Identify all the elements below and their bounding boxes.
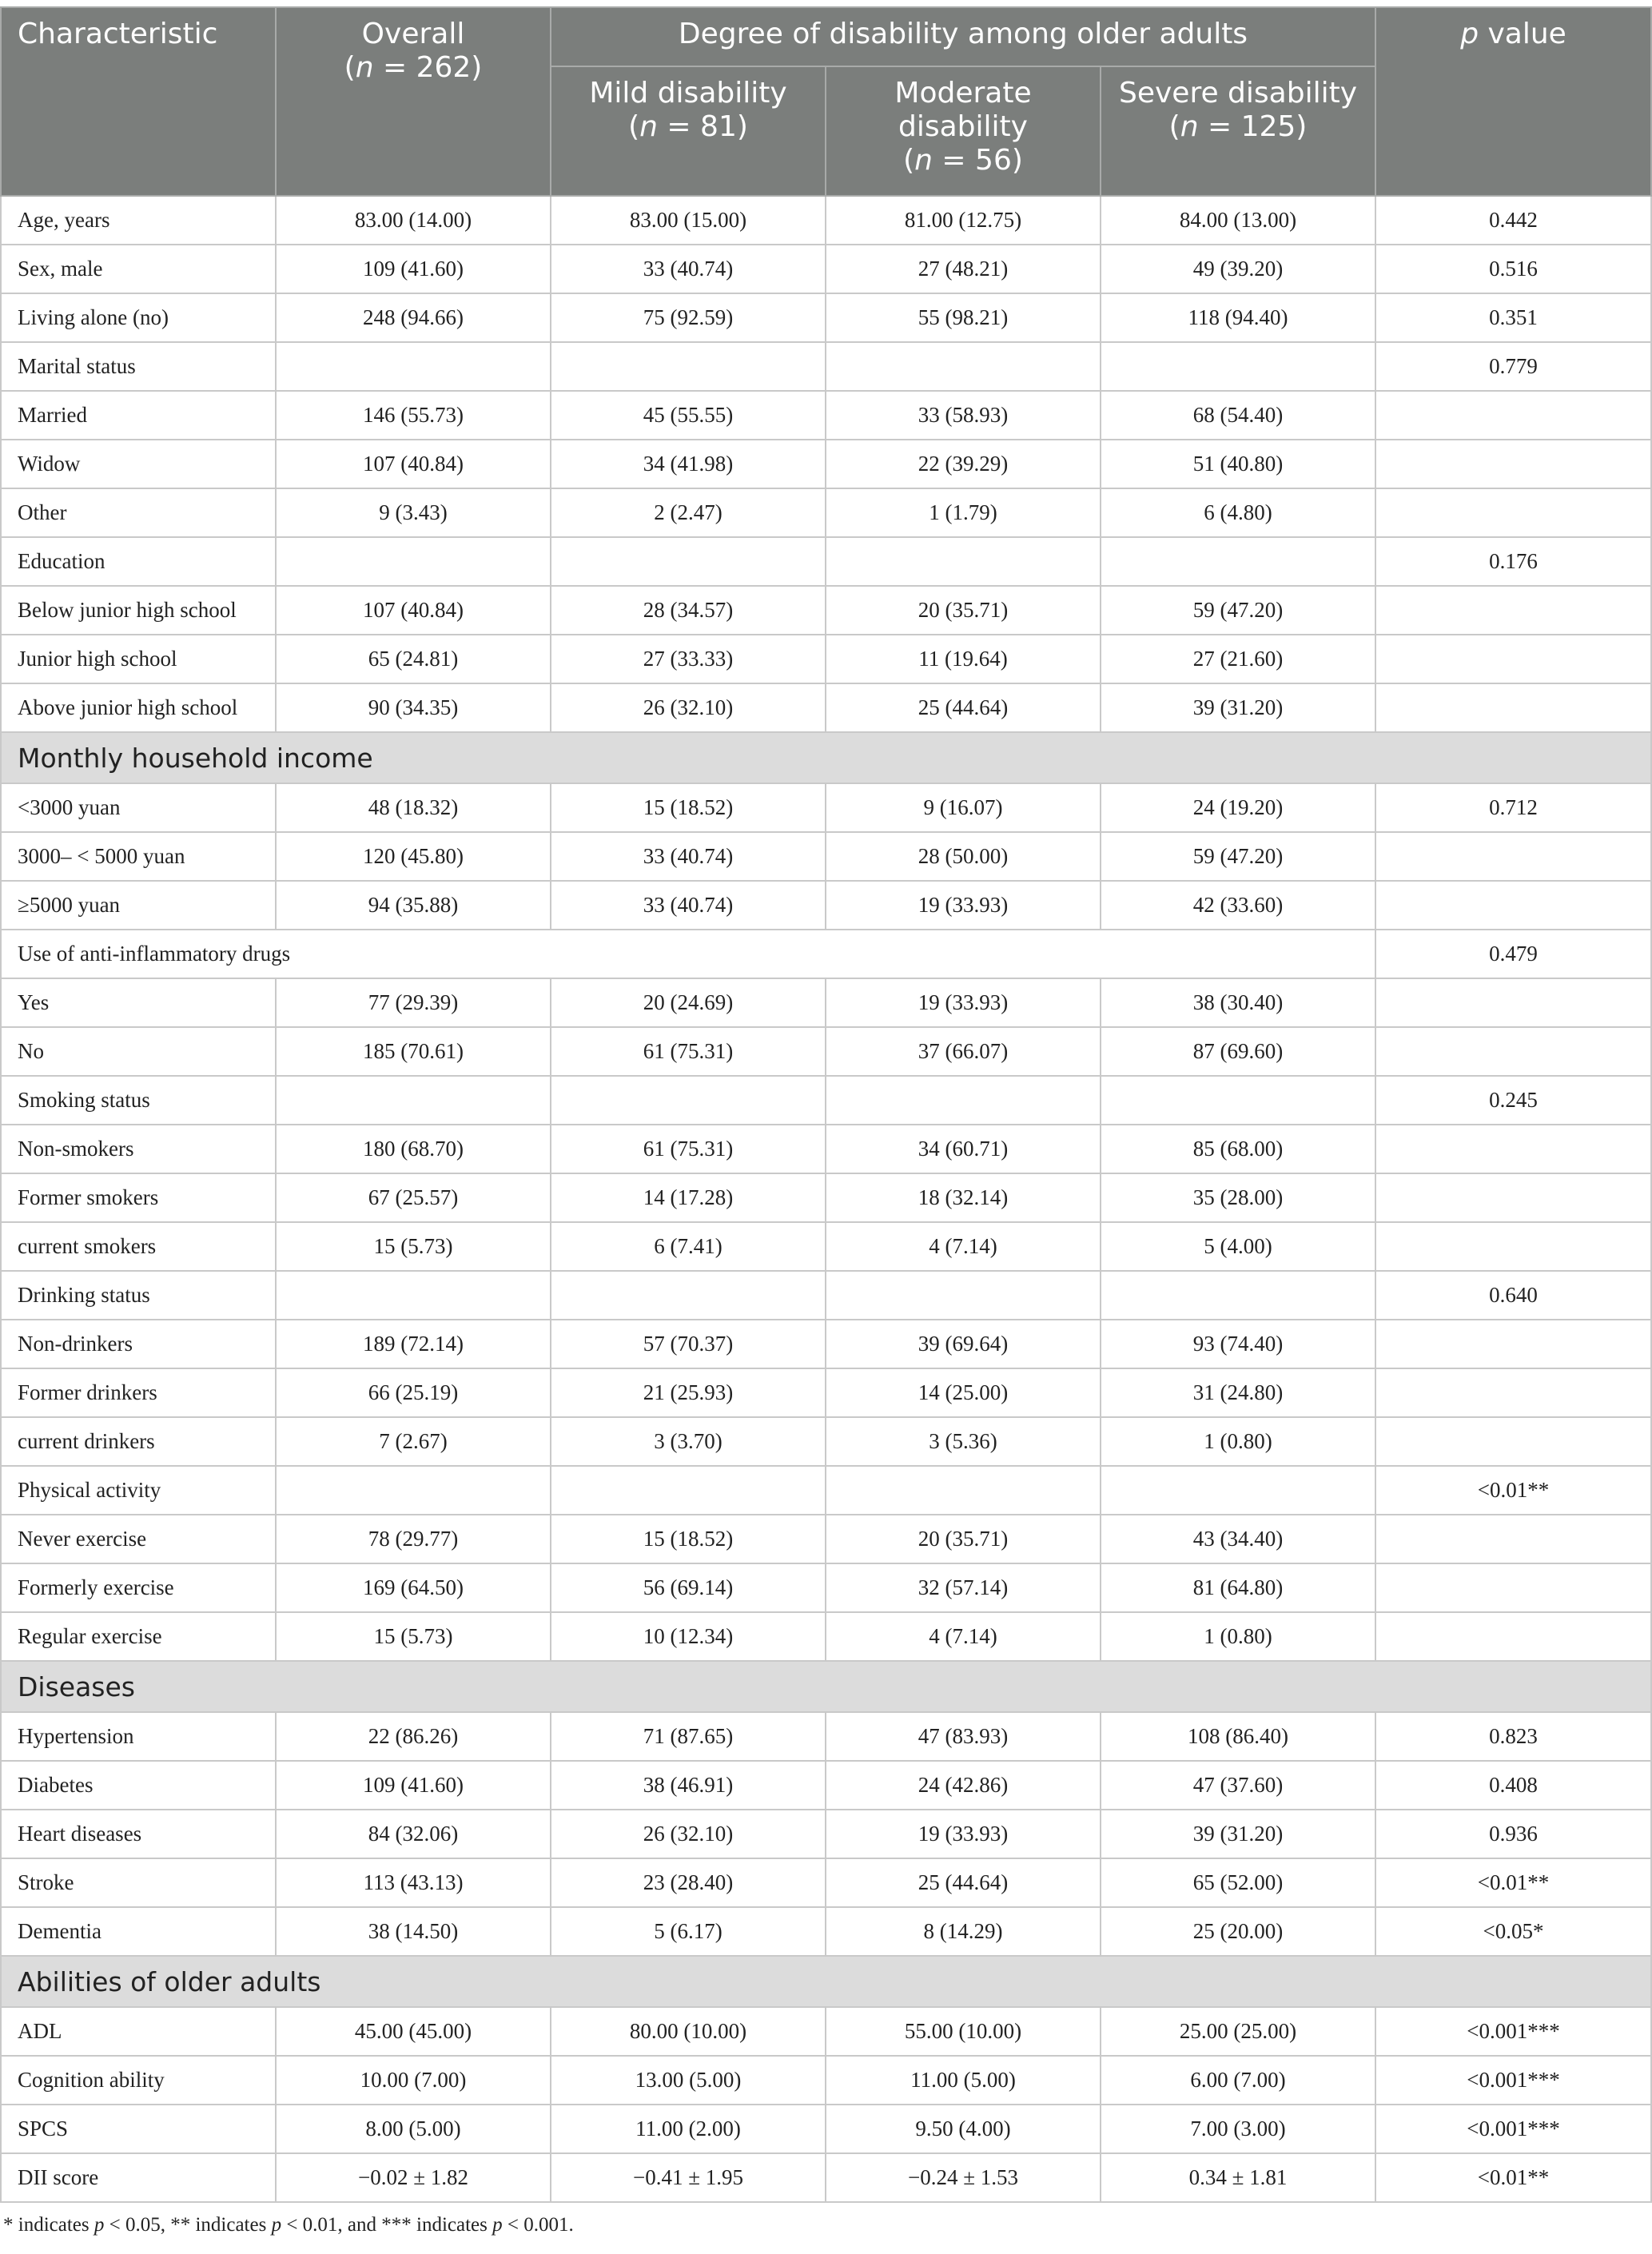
cell-p: <0.01** <box>1375 1858 1651 1907</box>
cell-severe: 35 (28.00) <box>1101 1173 1375 1222</box>
table-row <box>1 293 1651 342</box>
header-mild-n: (n = 81) <box>628 110 748 143</box>
row-label: Other <box>1 488 276 537</box>
table-row <box>1 488 1651 537</box>
table-row <box>1 2105 1651 2153</box>
cell-p: 0.516 <box>1375 245 1651 293</box>
cell-p <box>1375 1612 1651 1661</box>
table-footnote <box>0 2203 1652 2236</box>
cell-p <box>1375 1320 1651 1368</box>
cell-p <box>1375 1417 1651 1466</box>
row-label: SPCS <box>1 2105 276 2153</box>
footnote-p: p <box>492 2214 503 2236</box>
cell-overall: 109 (41.60) <box>276 245 551 293</box>
cell-p <box>1375 391 1651 440</box>
table-row <box>1 1173 1651 1222</box>
cell-severe: 59 (47.20) <box>1101 586 1375 635</box>
cell-overall: 113 (43.13) <box>276 1858 551 1907</box>
footnote-part: < 0.05, ** indicates <box>104 2214 272 2236</box>
cell-overall: 77 (29.39) <box>276 978 551 1027</box>
cell-p: <0.001*** <box>1375 2056 1651 2105</box>
table-row <box>1 1858 1651 1907</box>
cell-moderate: 19 (33.93) <box>826 1810 1101 1858</box>
cell-severe <box>1101 537 1375 586</box>
cell-moderate: 47 (83.93) <box>826 1712 1101 1761</box>
cell-overall: 15 (5.73) <box>276 1612 551 1661</box>
header-severe-label: Severe disability <box>1119 77 1358 110</box>
header-moderate-line2: disability <box>898 110 1028 143</box>
cell-overall: 146 (55.73) <box>276 391 551 440</box>
cell-severe: 51 (40.80) <box>1101 440 1375 488</box>
table-row <box>1 1125 1651 1173</box>
table-row <box>1 832 1651 881</box>
cell-severe <box>1101 1076 1375 1125</box>
cell-overall: 185 (70.61) <box>276 1027 551 1076</box>
section-title-abilities: Abilities of older adults <box>1 1956 1651 2007</box>
cell-moderate: 14 (25.00) <box>826 1368 1101 1417</box>
cell-moderate: 39 (69.64) <box>826 1320 1101 1368</box>
cell-mild: 61 (75.31) <box>551 1125 826 1173</box>
footnote-p: p <box>271 2214 282 2236</box>
cell-overall: 7 (2.67) <box>276 1417 551 1466</box>
cell-mild <box>551 1076 826 1125</box>
cell-moderate: −0.24 ± 1.53 <box>826 2153 1101 2202</box>
cell-severe: 49 (39.20) <box>1101 245 1375 293</box>
cell-mild: 6 (7.41) <box>551 1222 826 1271</box>
cell-moderate: 34 (60.71) <box>826 1125 1101 1173</box>
cell-mild <box>551 342 826 391</box>
row-label: Regular exercise <box>1 1612 276 1661</box>
cell-overall: 15 (5.73) <box>276 1222 551 1271</box>
cell-mild <box>551 537 826 586</box>
cell-overall: 45.00 (45.00) <box>276 2007 551 2056</box>
cell-mild: 14 (17.28) <box>551 1173 826 1222</box>
row-label: Formerly exercise <box>1 1563 276 1612</box>
table-row <box>1 1712 1651 1761</box>
cell-overall: 107 (40.84) <box>276 586 551 635</box>
header-p-value <box>1375 7 1651 196</box>
header-characteristic: Characteristic <box>1 7 276 196</box>
table-row <box>1 783 1651 832</box>
cell-overall: 22 (86.26) <box>276 1712 551 1761</box>
cell-p: 0.823 <box>1375 1712 1651 1761</box>
cell-severe: 27 (21.60) <box>1101 635 1375 683</box>
cell-p <box>1375 881 1651 930</box>
cell-mild: 33 (40.74) <box>551 832 826 881</box>
cell-p <box>1375 683 1651 732</box>
header-overall-n: (n = 262) <box>344 51 483 84</box>
table-row <box>1 683 1651 732</box>
cell-severe: 25 (20.00) <box>1101 1907 1375 1956</box>
cell-overall: 109 (41.60) <box>276 1761 551 1810</box>
cell-moderate: 18 (32.14) <box>826 1173 1101 1222</box>
cell-overall <box>276 342 551 391</box>
row-label: <3000 yuan <box>1 783 276 832</box>
cell-moderate: 22 (39.29) <box>826 440 1101 488</box>
cell-overall <box>276 537 551 586</box>
cell-mild: 26 (32.10) <box>551 1810 826 1858</box>
row-label: Non-smokers <box>1 1125 276 1173</box>
header-group-title: Degree of disability among older adults <box>551 7 1375 66</box>
row-label: Use of anti-inflammatory drugs <box>1 930 1375 978</box>
cell-moderate: 25 (44.64) <box>826 683 1101 732</box>
table-row <box>1 1368 1651 1417</box>
cell-severe: 24 (19.20) <box>1101 783 1375 832</box>
cell-moderate: 28 (50.00) <box>826 832 1101 881</box>
cell-overall: 48 (18.32) <box>276 783 551 832</box>
cell-mild: 83.00 (15.00) <box>551 196 826 245</box>
cell-moderate: 27 (48.21) <box>826 245 1101 293</box>
cell-mild: 61 (75.31) <box>551 1027 826 1076</box>
cell-severe: 31 (24.80) <box>1101 1368 1375 1417</box>
table-row <box>1 1027 1651 1076</box>
cell-mild: 5 (6.17) <box>551 1907 826 1956</box>
row-label: Below junior high school <box>1 586 276 635</box>
cell-mild: 15 (18.52) <box>551 783 826 832</box>
header-value-word: value <box>1487 18 1566 50</box>
cell-mild: 23 (28.40) <box>551 1858 826 1907</box>
table-row <box>1 1612 1651 1661</box>
table-row <box>1 2153 1651 2202</box>
header-severe-n: (n = 125) <box>1168 110 1308 143</box>
cell-p <box>1375 1125 1651 1173</box>
header-severe <box>1101 66 1375 196</box>
footnote-part: < 0.001. <box>502 2214 574 2236</box>
row-label: Never exercise <box>1 1515 276 1563</box>
cell-mild: 27 (33.33) <box>551 635 826 683</box>
cell-p: 0.245 <box>1375 1076 1651 1125</box>
footnote-p: p <box>94 2214 105 2236</box>
table-row <box>1 978 1651 1027</box>
cell-moderate <box>826 342 1101 391</box>
section-row-abilities <box>1 1956 1651 2007</box>
section-row-income <box>1 732 1651 783</box>
cell-severe: 6 (4.80) <box>1101 488 1375 537</box>
header-overall-label: Overall <box>361 18 465 50</box>
cell-severe: 6.00 (7.00) <box>1101 2056 1375 2105</box>
cell-p <box>1375 1173 1651 1222</box>
row-label: No <box>1 1027 276 1076</box>
cell-mild: 33 (40.74) <box>551 245 826 293</box>
cell-overall: 94 (35.88) <box>276 881 551 930</box>
cell-mild: 10 (12.34) <box>551 1612 826 1661</box>
table-row <box>1 635 1651 683</box>
cell-overall: 66 (25.19) <box>276 1368 551 1417</box>
cell-overall: 120 (45.80) <box>276 832 551 881</box>
cell-severe: 43 (34.40) <box>1101 1515 1375 1563</box>
section-title-diseases: Diseases <box>1 1661 1651 1712</box>
header-p-letter: p <box>1460 18 1479 50</box>
cell-p <box>1375 978 1651 1027</box>
row-label: Drinking status <box>1 1271 276 1320</box>
cell-moderate: 9 (16.07) <box>826 783 1101 832</box>
table-row <box>1 196 1651 245</box>
cell-overall: 189 (72.14) <box>276 1320 551 1368</box>
cell-overall: 8.00 (5.00) <box>276 2105 551 2153</box>
cell-p: 0.176 <box>1375 537 1651 586</box>
table-row <box>1 537 1651 586</box>
row-label: Widow <box>1 440 276 488</box>
row-label: Diabetes <box>1 1761 276 1810</box>
header-overall <box>276 7 551 196</box>
cell-severe: 65 (52.00) <box>1101 1858 1375 1907</box>
cell-moderate: 9.50 (4.00) <box>826 2105 1101 2153</box>
cell-p <box>1375 440 1651 488</box>
table-row <box>1 1810 1651 1858</box>
cell-p: 0.408 <box>1375 1761 1651 1810</box>
cell-moderate: 55 (98.21) <box>826 293 1101 342</box>
cell-moderate <box>826 1076 1101 1125</box>
cell-p <box>1375 1222 1651 1271</box>
row-label: ADL <box>1 2007 276 2056</box>
cell-moderate <box>826 537 1101 586</box>
cell-overall: 248 (94.66) <box>276 293 551 342</box>
table-row <box>1 342 1651 391</box>
table-row <box>1 2007 1651 2056</box>
row-label: Sex, male <box>1 245 276 293</box>
characteristics-table <box>0 6 1652 2203</box>
row-label: Former smokers <box>1 1173 276 1222</box>
cell-p: <0.01** <box>1375 1466 1651 1515</box>
cell-severe <box>1101 1466 1375 1515</box>
cell-moderate: 4 (7.14) <box>826 1222 1101 1271</box>
cell-mild: 57 (70.37) <box>551 1320 826 1368</box>
cell-severe: 59 (47.20) <box>1101 832 1375 881</box>
cell-overall <box>276 1271 551 1320</box>
cell-mild: 21 (25.93) <box>551 1368 826 1417</box>
cell-severe: 47 (37.60) <box>1101 1761 1375 1810</box>
row-label: 3000– < 5000 yuan <box>1 832 276 881</box>
cell-severe: 85 (68.00) <box>1101 1125 1375 1173</box>
row-label: current smokers <box>1 1222 276 1271</box>
table-row <box>1 1563 1651 1612</box>
cell-moderate: 1 (1.79) <box>826 488 1101 537</box>
cell-p: 0.712 <box>1375 783 1651 832</box>
cell-mild: 28 (34.57) <box>551 586 826 635</box>
cell-p <box>1375 635 1651 683</box>
cell-severe: 87 (69.60) <box>1101 1027 1375 1076</box>
cell-mild: 11.00 (2.00) <box>551 2105 826 2153</box>
cell-severe: 108 (86.40) <box>1101 1712 1375 1761</box>
row-label: Cognition ability <box>1 2056 276 2105</box>
cell-mild: −0.41 ± 1.95 <box>551 2153 826 2202</box>
cell-overall: 38 (14.50) <box>276 1907 551 1956</box>
cell-severe: 38 (30.40) <box>1101 978 1375 1027</box>
cell-mild: 75 (92.59) <box>551 293 826 342</box>
cell-mild: 13.00 (5.00) <box>551 2056 826 2105</box>
row-label: Physical activity <box>1 1466 276 1515</box>
cell-severe: 1 (0.80) <box>1101 1417 1375 1466</box>
section-row-diseases <box>1 1661 1651 1712</box>
table-row <box>1 1076 1651 1125</box>
cell-severe: 118 (94.40) <box>1101 293 1375 342</box>
cell-p <box>1375 1027 1651 1076</box>
cell-moderate: 37 (66.07) <box>826 1027 1101 1076</box>
cell-moderate: 81.00 (12.75) <box>826 196 1101 245</box>
cell-moderate: 4 (7.14) <box>826 1612 1101 1661</box>
table-container <box>0 6 1652 2236</box>
row-label: Heart diseases <box>1 1810 276 1858</box>
cell-moderate: 55.00 (10.00) <box>826 2007 1101 2056</box>
cell-moderate: 20 (35.71) <box>826 586 1101 635</box>
row-label: Marital status <box>1 342 276 391</box>
table-row <box>1 391 1651 440</box>
row-label: Stroke <box>1 1858 276 1907</box>
cell-overall: 9 (3.43) <box>276 488 551 537</box>
header-moderate <box>826 66 1101 196</box>
cell-p: <0.05* <box>1375 1907 1651 1956</box>
table-row <box>1 2056 1651 2105</box>
cell-overall: 180 (68.70) <box>276 1125 551 1173</box>
cell-p <box>1375 832 1651 881</box>
cell-moderate: 8 (14.29) <box>826 1907 1101 1956</box>
header-mild <box>551 66 826 196</box>
cell-p <box>1375 1515 1651 1563</box>
header-mild-label: Mild disability <box>589 77 787 110</box>
cell-p <box>1375 488 1651 537</box>
cell-mild: 33 (40.74) <box>551 881 826 930</box>
cell-severe <box>1101 1271 1375 1320</box>
cell-moderate <box>826 1466 1101 1515</box>
row-label: Hypertension <box>1 1712 276 1761</box>
cell-moderate: 19 (33.93) <box>826 978 1101 1027</box>
table-row <box>1 930 1651 978</box>
row-label: Living alone (no) <box>1 293 276 342</box>
cell-moderate: 19 (33.93) <box>826 881 1101 930</box>
row-label: Age, years <box>1 196 276 245</box>
cell-overall <box>276 1076 551 1125</box>
cell-severe: 84.00 (13.00) <box>1101 196 1375 245</box>
table-row <box>1 1417 1651 1466</box>
cell-p: 0.351 <box>1375 293 1651 342</box>
table-row <box>1 1907 1651 1956</box>
row-label: Smoking status <box>1 1076 276 1125</box>
cell-overall: 65 (24.81) <box>276 635 551 683</box>
cell-overall: 10.00 (7.00) <box>276 2056 551 2105</box>
table-row <box>1 881 1651 930</box>
row-label: Above junior high school <box>1 683 276 732</box>
cell-overall <box>276 1466 551 1515</box>
cell-severe: 93 (74.40) <box>1101 1320 1375 1368</box>
table-row <box>1 1761 1651 1810</box>
row-label: Yes <box>1 978 276 1027</box>
cell-mild: 71 (87.65) <box>551 1712 826 1761</box>
cell-severe <box>1101 342 1375 391</box>
cell-moderate: 24 (42.86) <box>826 1761 1101 1810</box>
cell-severe: 81 (64.80) <box>1101 1563 1375 1612</box>
row-label: Married <box>1 391 276 440</box>
cell-p: 0.640 <box>1375 1271 1651 1320</box>
cell-overall: 169 (64.50) <box>276 1563 551 1612</box>
cell-moderate: 11 (19.64) <box>826 635 1101 683</box>
cell-moderate <box>826 1271 1101 1320</box>
cell-p: 0.442 <box>1375 196 1651 245</box>
cell-p: 0.936 <box>1375 1810 1651 1858</box>
cell-moderate: 11.00 (5.00) <box>826 2056 1101 2105</box>
row-label: Non-drinkers <box>1 1320 276 1368</box>
cell-overall: 84 (32.06) <box>276 1810 551 1858</box>
cell-severe: 39 (31.20) <box>1101 1810 1375 1858</box>
cell-moderate: 3 (5.36) <box>826 1417 1101 1466</box>
table-row <box>1 1320 1651 1368</box>
table-header <box>1 7 1651 196</box>
table-body <box>1 196 1651 2202</box>
header-moderate-n: (n = 56) <box>903 144 1023 177</box>
cell-overall: 83.00 (14.00) <box>276 196 551 245</box>
cell-p <box>1375 586 1651 635</box>
cell-mild: 34 (41.98) <box>551 440 826 488</box>
cell-mild: 38 (46.91) <box>551 1761 826 1810</box>
row-label: Junior high school <box>1 635 276 683</box>
cell-moderate: 33 (58.93) <box>826 391 1101 440</box>
cell-overall: 90 (34.35) <box>276 683 551 732</box>
row-label: current drinkers <box>1 1417 276 1466</box>
cell-p: 0.479 <box>1375 930 1651 978</box>
table-row <box>1 586 1651 635</box>
table-row <box>1 245 1651 293</box>
cell-mild: 20 (24.69) <box>551 978 826 1027</box>
cell-severe: 42 (33.60) <box>1101 881 1375 930</box>
cell-mild: 45 (55.55) <box>551 391 826 440</box>
cell-overall: 67 (25.57) <box>276 1173 551 1222</box>
cell-p: <0.001*** <box>1375 2007 1651 2056</box>
cell-overall: 78 (29.77) <box>276 1515 551 1563</box>
table-row <box>1 440 1651 488</box>
cell-p: <0.001*** <box>1375 2105 1651 2153</box>
cell-moderate: 20 (35.71) <box>826 1515 1101 1563</box>
table-row <box>1 1466 1651 1515</box>
cell-mild: 80.00 (10.00) <box>551 2007 826 2056</box>
cell-mild: 3 (3.70) <box>551 1417 826 1466</box>
cell-severe: 7.00 (3.00) <box>1101 2105 1375 2153</box>
cell-p: <0.01** <box>1375 2153 1651 2202</box>
cell-mild: 56 (69.14) <box>551 1563 826 1612</box>
cell-severe: 1 (0.80) <box>1101 1612 1375 1661</box>
cell-severe: 0.34 ± 1.81 <box>1101 2153 1375 2202</box>
row-label: Former drinkers <box>1 1368 276 1417</box>
cell-moderate: 25 (44.64) <box>826 1858 1101 1907</box>
section-title-income: Monthly household income <box>1 732 1651 783</box>
footnote-part: * indicates <box>3 2214 94 2236</box>
cell-mild <box>551 1466 826 1515</box>
cell-severe: 25.00 (25.00) <box>1101 2007 1375 2056</box>
cell-moderate: 32 (57.14) <box>826 1563 1101 1612</box>
table-row <box>1 1222 1651 1271</box>
row-label: DII score <box>1 2153 276 2202</box>
header-moderate-line1: Moderate <box>894 77 1032 110</box>
cell-p: 0.779 <box>1375 342 1651 391</box>
footnote-part: < 0.01, and *** indicates <box>281 2214 493 2236</box>
cell-p <box>1375 1563 1651 1612</box>
table-row <box>1 1515 1651 1563</box>
table-row <box>1 1271 1651 1320</box>
cell-severe: 5 (4.00) <box>1101 1222 1375 1271</box>
row-label: ≥5000 yuan <box>1 881 276 930</box>
cell-severe: 39 (31.20) <box>1101 683 1375 732</box>
cell-severe: 68 (54.40) <box>1101 391 1375 440</box>
cell-mild: 26 (32.10) <box>551 683 826 732</box>
cell-p <box>1375 1368 1651 1417</box>
row-label: Dementia <box>1 1907 276 1956</box>
cell-overall: −0.02 ± 1.82 <box>276 2153 551 2202</box>
row-label: Education <box>1 537 276 586</box>
cell-mild <box>551 1271 826 1320</box>
cell-overall: 107 (40.84) <box>276 440 551 488</box>
cell-mild: 2 (2.47) <box>551 488 826 537</box>
cell-mild: 15 (18.52) <box>551 1515 826 1563</box>
